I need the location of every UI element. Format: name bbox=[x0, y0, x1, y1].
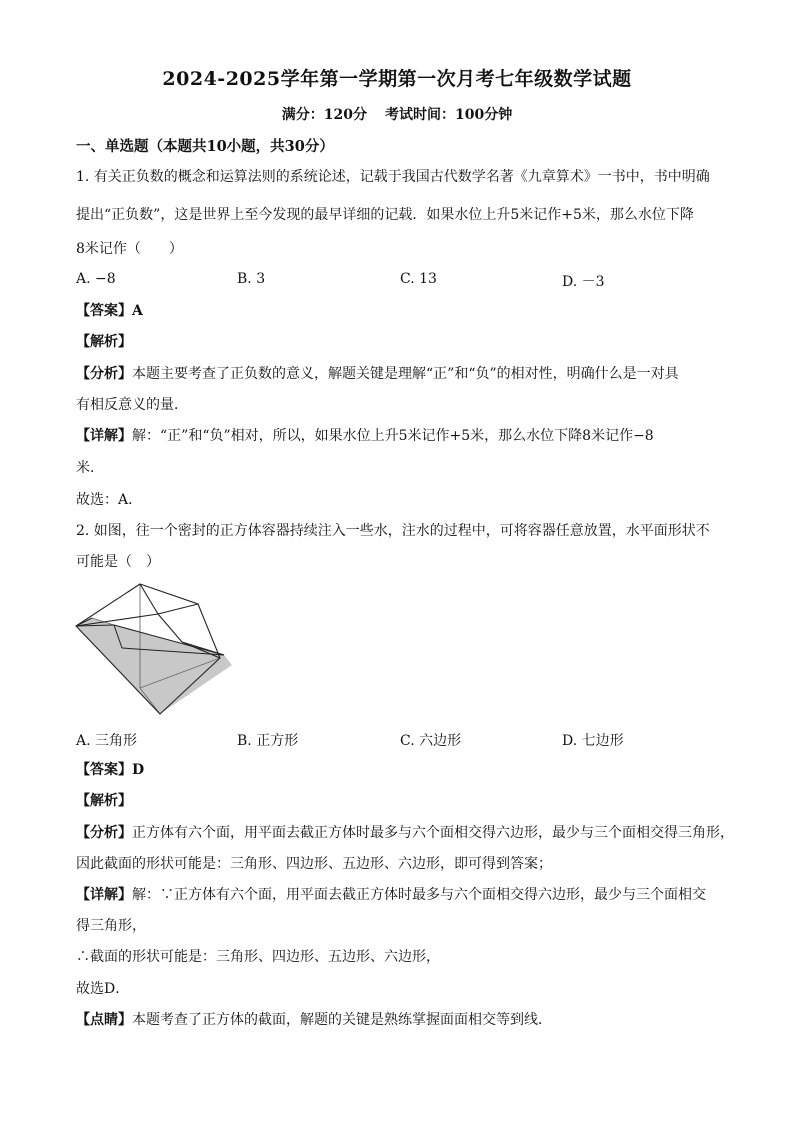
q1-option-c: C. 13 bbox=[400, 271, 437, 287]
q1-stem-line: 提出“正负数”，这是世界上至今发现的最早详细的记载．如果水位上升5米记作+5米，那么水位下降 bbox=[76, 207, 694, 223]
full-score: 满分：120分 bbox=[281, 107, 367, 123]
fenxi-text: 正方体有六个面，用平面去截正方体时最多与六个面相交得六边形，最少与三个面相交得三角形， bbox=[132, 825, 734, 841]
q2-option-b: B. 正方形 bbox=[237, 733, 299, 749]
q1-option-d: D. －3 bbox=[562, 274, 605, 290]
q2-detail bbox=[76, 886, 706, 904]
section-heading: 一、单选题（本题共10小题，共30分） bbox=[76, 138, 334, 155]
q2-option-a: A. 三角形 bbox=[76, 733, 138, 749]
q2-fenxi bbox=[76, 824, 734, 842]
q1-choose: 故选：A． bbox=[76, 492, 143, 508]
q1-detail bbox=[76, 427, 654, 445]
exam-time: 考试时间：100分钟 bbox=[385, 107, 513, 123]
q2-answer: 【答案】D bbox=[76, 762, 145, 778]
fenxi-label: 【分析】 bbox=[76, 366, 132, 382]
exam-info bbox=[0, 104, 794, 124]
q1-fenxi-cont: 有相反意义的量． bbox=[76, 397, 188, 413]
q2-option-c: C. 六边形 bbox=[400, 733, 462, 749]
q2-fenxi-cont: 因此截面的形状可能是：三角形、四边形、五边形、六边形，即可得到答案； bbox=[76, 856, 552, 872]
q2-detail-cont: ∴截面的形状可能是：三角形、四边形、五边形、六边形， bbox=[76, 949, 440, 965]
q1-option-a: A. −8 bbox=[76, 271, 116, 287]
q2-dianjing bbox=[76, 1011, 552, 1029]
q2-stem-line: 2. 如图，往一个密封的正方体容器持续注入一些水，注水的过程中，可将容器任意放置，水平面形状不 bbox=[76, 523, 710, 539]
q1-analysis-label: 【解析】 bbox=[76, 334, 132, 350]
dianjing-label: 【点睛】 bbox=[76, 1012, 132, 1028]
water-region bbox=[76, 618, 232, 714]
q1-stem-line: 1. 有关正负数的概念和运算法则的系统论述，记载于我国古代数学名著《九章算术》一书中，书中明确 bbox=[76, 169, 710, 185]
detail-label: 【详解】 bbox=[76, 887, 132, 903]
q2-analysis-label: 【解析】 bbox=[76, 793, 132, 809]
page-title: 2024-2025学年第一学期第一次月考七年级数学试题 bbox=[162, 68, 632, 90]
q1-stem-line: 8米记作（ ） bbox=[76, 241, 183, 257]
q2-choose: 故选D． bbox=[76, 981, 130, 997]
q1-option-b: B. 3 bbox=[237, 271, 266, 287]
q1-detail-cont: 米． bbox=[76, 460, 104, 476]
detail-text: 解：“正”和“负”相对，所以，如果水位上升5米记作+5米，那么水位下降8米记作−8 bbox=[132, 428, 654, 444]
cube-water-figure bbox=[74, 580, 236, 716]
q2-option-d: D. 七边形 bbox=[562, 733, 624, 749]
q2-detail-cont: 得三角形， bbox=[76, 918, 146, 934]
q1-fenxi bbox=[76, 365, 679, 383]
fenxi-text: 本题主要考查了正负数的意义，解题关键是理解“正”和“负”的相对性，明确什么是一对具 bbox=[132, 366, 679, 382]
detail-label: 【详解】 bbox=[76, 428, 132, 444]
detail-text: 解：∵正方体有六个面，用平面去截正方体时最多与六个面相交得六边形，最少与三个面相交 bbox=[132, 887, 706, 903]
q1-answer: 【答案】A bbox=[76, 303, 143, 319]
fenxi-label: 【分析】 bbox=[76, 825, 132, 841]
dianjing-text: 本题考查了正方体的截面，解题的关键是熟练掌握面面相交等到线． bbox=[132, 1012, 552, 1028]
q2-stem-line: 可能是（ ） bbox=[76, 554, 160, 570]
